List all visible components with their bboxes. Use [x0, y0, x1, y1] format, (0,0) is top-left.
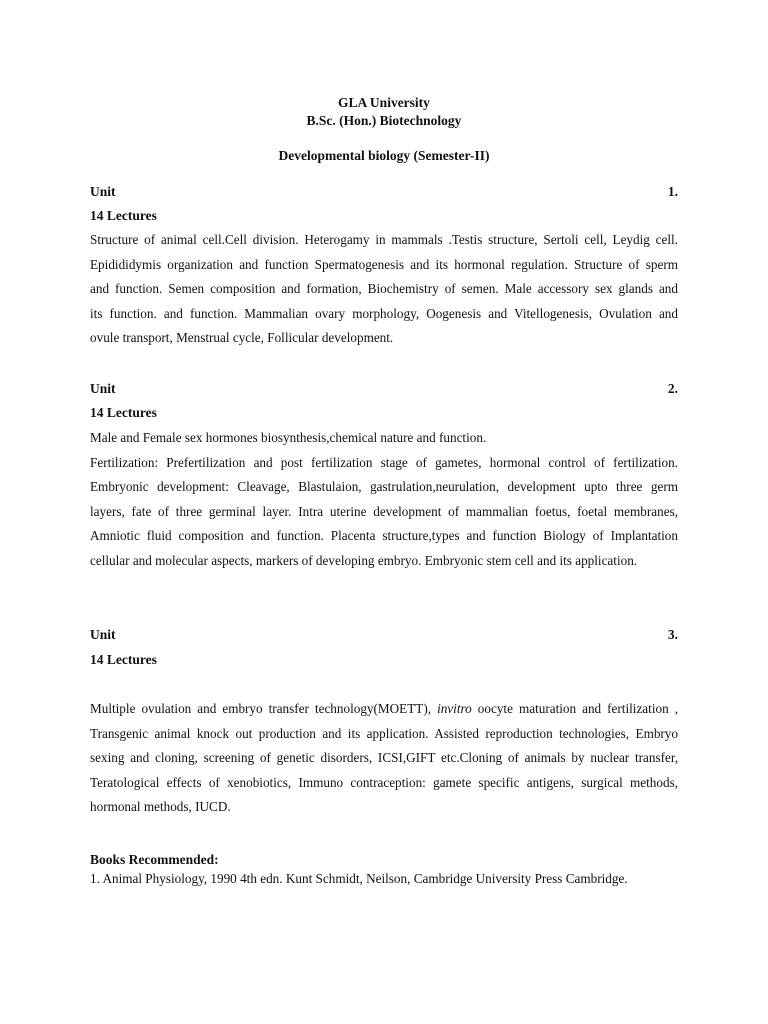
unit-2-heading [90, 381, 678, 397]
course-title: Developmental biology (Semester-II) [278, 148, 490, 163]
text-line: and function. Semen composition and formation, Biochemistry of semen. Male accessory sex glands and [90, 281, 678, 297]
text-line: Epidididymis organization and function Spermatogenesis and its hormonal regulation. Structure of sperm [90, 256, 678, 272]
unit-1-lectures: 14 Lectures [90, 208, 157, 223]
text-line: its function. and function. Mammalian ovary morphology, Oogenesis and Vitellogenesis, Ovulation and [90, 305, 678, 321]
text-line: ovule transport, Menstrual cycle, Follicular development. [90, 330, 394, 346]
text-line: Fertilization: Prefertilization and post fertilization stage of gametes, hormonal control of fertilization. [90, 454, 678, 470]
text-line: cellular and molecular aspects, markers of developing embryo. Embryonic stem cell and its application. [90, 552, 638, 568]
unit-1-content [90, 228, 678, 351]
unit-label: Unit [90, 627, 116, 642]
unit-number: 1. [667, 184, 678, 199]
text-line: Structure of animal cell.Cell division. Heterogamy in mammals .Testis structure, Sertoli cell, Leydig cell. [90, 232, 678, 247]
italic-term: invitro [437, 701, 472, 716]
unit-label: Unit [90, 184, 116, 199]
text-line: sexing and cloning, screening of genetic disorders, ICSI,GIFT etc.Cloning of animals by nuclear transfer, [90, 750, 678, 766]
university-title: GLA University [338, 95, 430, 110]
unit-2-content [90, 426, 678, 574]
text-line: Male and Female sex hormones biosynthesis,chemical nature and function. [90, 430, 487, 445]
program-title: B.Sc. (Hon.) Biotechnology [306, 113, 462, 128]
text-line: Amniotic fluid composition and function. Placenta structure,types and function Biology of Implantation [90, 528, 678, 544]
unit-number: 3. [667, 627, 678, 642]
text-segment: Multiple ovulation and embryo transfer technology(MOETT), [90, 701, 432, 716]
text-line: Transgenic animal knock out production and its application. Assisted reproduction technologies, Embryo [90, 725, 678, 741]
text-segment: oocyte maturation and fertilization , [477, 701, 678, 716]
books-recommended-title: Books Recommended: [90, 852, 219, 867]
unit-3-heading [90, 627, 678, 643]
unit-3-lectures: 14 Lectures [90, 652, 157, 667]
unit-3-content [90, 697, 678, 820]
unit-1-heading [90, 184, 678, 200]
unit-2-lectures: 14 Lectures [90, 405, 157, 420]
text-line [90, 697, 678, 722]
unit-number: 2. [667, 381, 678, 396]
text-line: Teratological effects of xenobiotics, Immuno contraception: gamete specific antigens, surgical methods, [90, 774, 678, 790]
text-line: layers, fate of three germinal layer. Intra uterine development of mammalian foetus, foetal membranes, [90, 503, 678, 519]
book-item: 1. Animal Physiology, 1990 4th edn. Kunt Schmidt, Neilson, Cambridge University Press Cambridge. [90, 871, 628, 886]
text-line: hormonal methods, IUCD. [90, 799, 231, 815]
unit-label: Unit [90, 381, 116, 396]
text-line: Embryonic development: Cleavage, Blastulaion, gastrulation,neurulation, development upto three germ [90, 479, 678, 495]
